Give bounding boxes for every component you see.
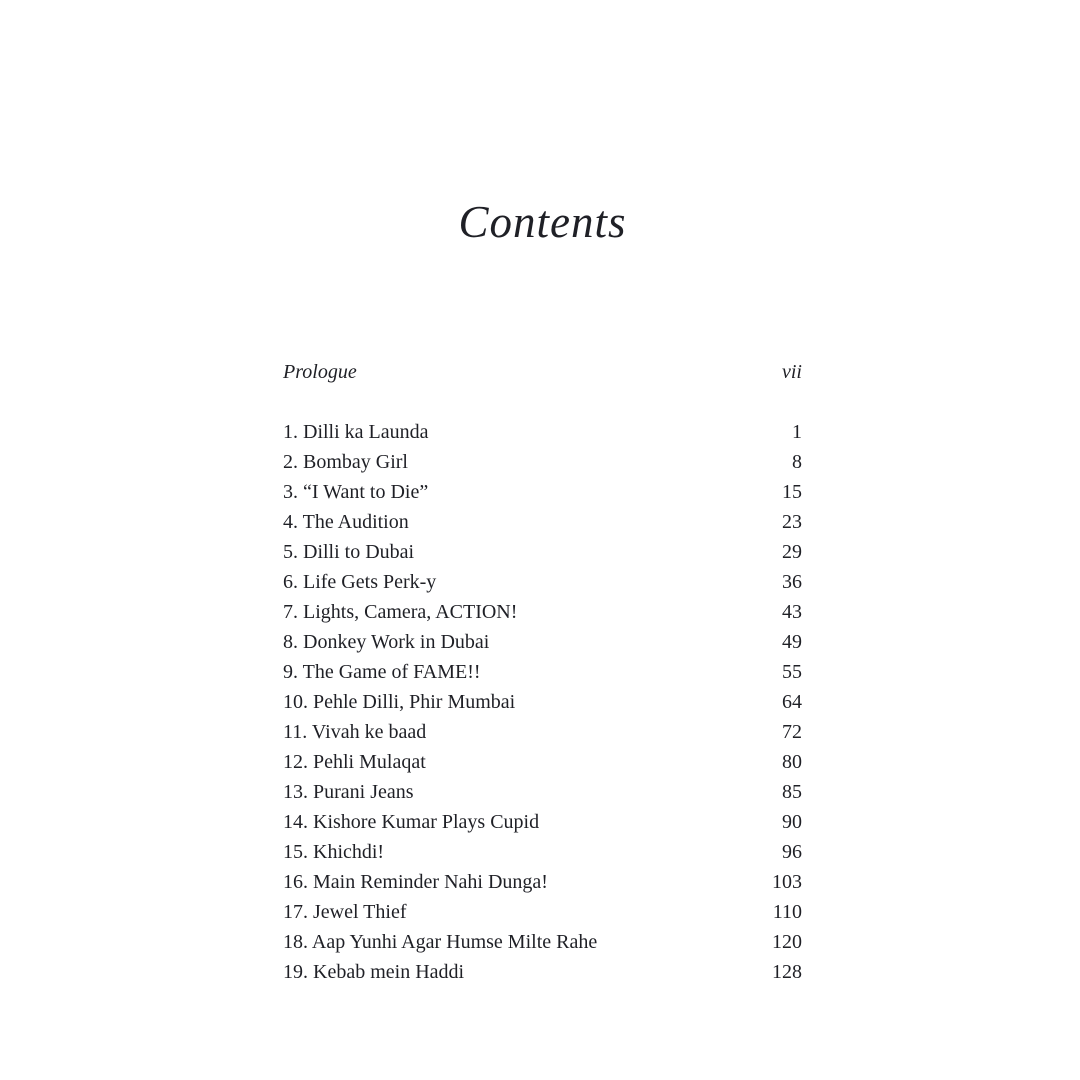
toc-entry-label: Prologue: [283, 361, 357, 383]
toc-entry: [283, 507, 802, 537]
toc-entry: [283, 417, 802, 447]
toc-entry: [283, 597, 802, 627]
toc-entry-page: 1: [792, 421, 802, 443]
toc-entry-label: 19. Kebab mein Haddi: [283, 961, 465, 983]
toc-entry-label: 11. Vivah ke baad: [283, 721, 427, 743]
toc-entry-page: 29: [782, 541, 802, 563]
toc-entry: [283, 627, 802, 657]
toc-entry: [283, 537, 802, 567]
toc-entry-label: 18. Aap Yunhi Agar Humse Milte Rahe: [283, 931, 598, 953]
toc-entry: [283, 657, 802, 687]
toc-entry-label: 9. The Game of FAME!!: [283, 661, 481, 683]
toc-entry: [283, 567, 802, 597]
toc-entry-label: 8. Donkey Work in Dubai: [283, 631, 490, 653]
toc-entry-label: 6. Life Gets Perk-y: [283, 571, 437, 593]
toc-entry-label: 2. Bombay Girl: [283, 451, 408, 473]
toc-entry-page: 90: [782, 811, 802, 833]
toc-entry: [283, 747, 802, 777]
toc-entry: [283, 447, 802, 477]
toc-entry: [283, 717, 802, 747]
toc-entry: [283, 777, 802, 807]
toc-entry: [283, 477, 802, 507]
toc-entry-label: 3. “I Want to Die”: [283, 481, 429, 503]
toc-entry-page: 80: [782, 751, 802, 773]
toc-entry-page: 72: [782, 721, 802, 743]
toc-entry-page: 23: [782, 511, 802, 533]
toc-entry-label: 14. Kishore Kumar Plays Cupid: [283, 811, 540, 833]
toc-entry-label: 13. Purani Jeans: [283, 781, 414, 803]
toc-entry: [283, 957, 802, 987]
toc-entry-label: 5. Dilli to Dubai: [283, 541, 415, 563]
table-of-contents: [283, 357, 802, 987]
toc-entry-label: 17. Jewel Thief: [283, 901, 407, 923]
toc-entry-page: 55: [782, 661, 802, 683]
toc-entry: [283, 837, 802, 867]
toc-entry: [283, 927, 802, 957]
toc-entry-label: 16. Main Reminder Nahi Dunga!: [283, 871, 548, 893]
toc-entry-page: 120: [772, 931, 802, 953]
toc-entry: [283, 897, 802, 927]
toc-entry-label: 10. Pehle Dilli, Phir Mumbai: [283, 691, 516, 713]
page-title: Contents: [458, 197, 627, 247]
toc-entry-label: 1. Dilli ka Launda: [283, 421, 429, 443]
toc-entry-page: 49: [782, 631, 802, 653]
toc-entry-label: 7. Lights, Camera, ACTION!: [283, 601, 518, 623]
toc-entry-page: 15: [782, 481, 802, 503]
toc-entry-label: 12. Pehli Mulaqat: [283, 751, 426, 773]
toc-entry-page: 85: [782, 781, 802, 803]
toc-entry-page: vii: [782, 361, 802, 383]
toc-entry-prologue: [283, 357, 802, 387]
toc-entry-page: 36: [782, 571, 802, 593]
toc-entry: [283, 867, 802, 897]
toc-entry-label: 4. The Audition: [283, 511, 409, 533]
toc-entry-page: 110: [772, 901, 802, 923]
toc-entry-page: 64: [782, 691, 802, 713]
toc-entry-page: 96: [782, 841, 802, 863]
toc-entry-page: 43: [782, 601, 802, 623]
toc-entry-page: 103: [772, 871, 802, 893]
toc-entry: [283, 687, 802, 717]
toc-entry: [283, 807, 802, 837]
toc-entry-page: 8: [792, 451, 802, 473]
toc-entry-page: 128: [772, 961, 802, 983]
toc-entry-label: 15. Khichdi!: [283, 841, 385, 863]
